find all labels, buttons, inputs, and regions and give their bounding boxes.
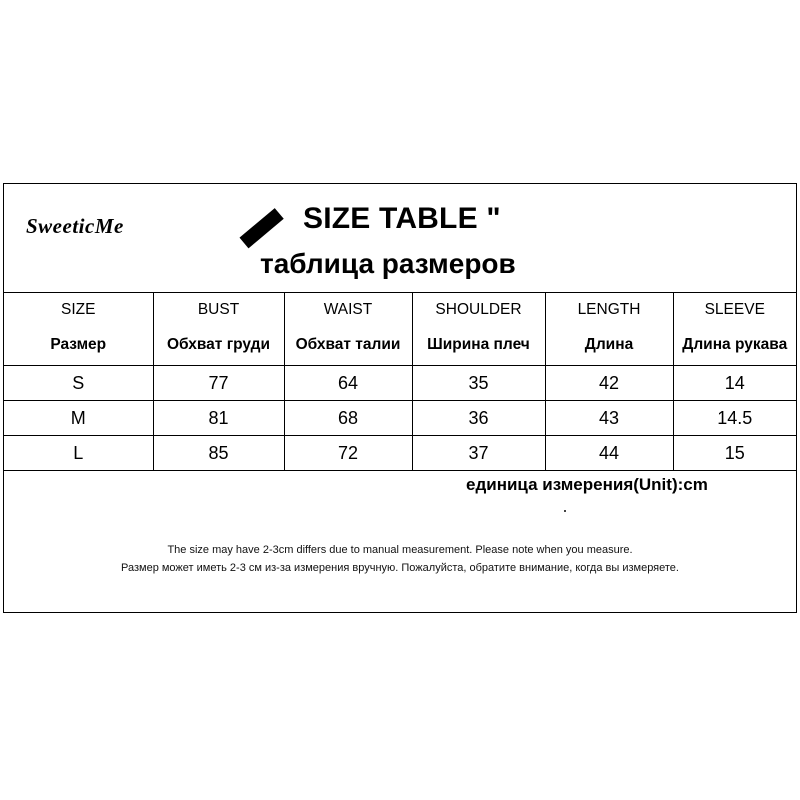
table-cell: M	[4, 401, 153, 436]
table-cell: 15	[673, 436, 796, 471]
table-cell: 14.5	[673, 401, 796, 436]
table-cell: S	[4, 366, 153, 401]
table-cell: 42	[545, 366, 673, 401]
table-cell: 44	[545, 436, 673, 471]
column-header-waist: WAIST Обхват талии	[284, 293, 412, 366]
column-header-size: SIZE Размер	[4, 293, 153, 366]
note-russian: Размер может иметь 2-3 см из-за измерения вручную. Пожалуйста, обратите внимание, когда вы измеряете.	[121, 562, 679, 574]
title-russian: таблица размеров	[260, 248, 516, 279]
column-header-bust: BUST Обхват груди	[153, 293, 284, 366]
chart-header	[4, 184, 796, 292]
note-english: The size may have 2-3cm differs due to manual measurement. Please note when you measure.	[167, 544, 633, 556]
table-row	[4, 366, 796, 401]
brand-logo: SweeticMe	[26, 214, 124, 238]
table-cell: 43	[545, 401, 673, 436]
table-cell: 81	[153, 401, 284, 436]
table-cell: 36	[412, 401, 545, 436]
table-row	[4, 401, 796, 436]
size-chart-frame	[3, 183, 797, 613]
table-cell: 37	[412, 436, 545, 471]
table-cell: 85	[153, 436, 284, 471]
size-table	[4, 292, 796, 471]
slash-icon	[240, 208, 284, 248]
column-header-sleeve: SLEEVE Длина рукава	[673, 293, 796, 366]
table-row	[4, 436, 796, 471]
column-header-shoulder: SHOULDER Ширина плеч	[412, 293, 545, 366]
table-cell: 14	[673, 366, 796, 401]
table-cell: 72	[284, 436, 412, 471]
column-header-length: LENGTH Длина	[545, 293, 673, 366]
table-header-row	[4, 293, 796, 366]
stray-dot	[564, 510, 566, 512]
table-cell: 68	[284, 401, 412, 436]
title-english: SIZE TABLE "	[303, 202, 501, 235]
table-cell: 77	[153, 366, 284, 401]
unit-label: единица измерения(Unit):cm	[466, 475, 708, 494]
table-cell: 35	[412, 366, 545, 401]
table-cell: L	[4, 436, 153, 471]
table-cell: 64	[284, 366, 412, 401]
